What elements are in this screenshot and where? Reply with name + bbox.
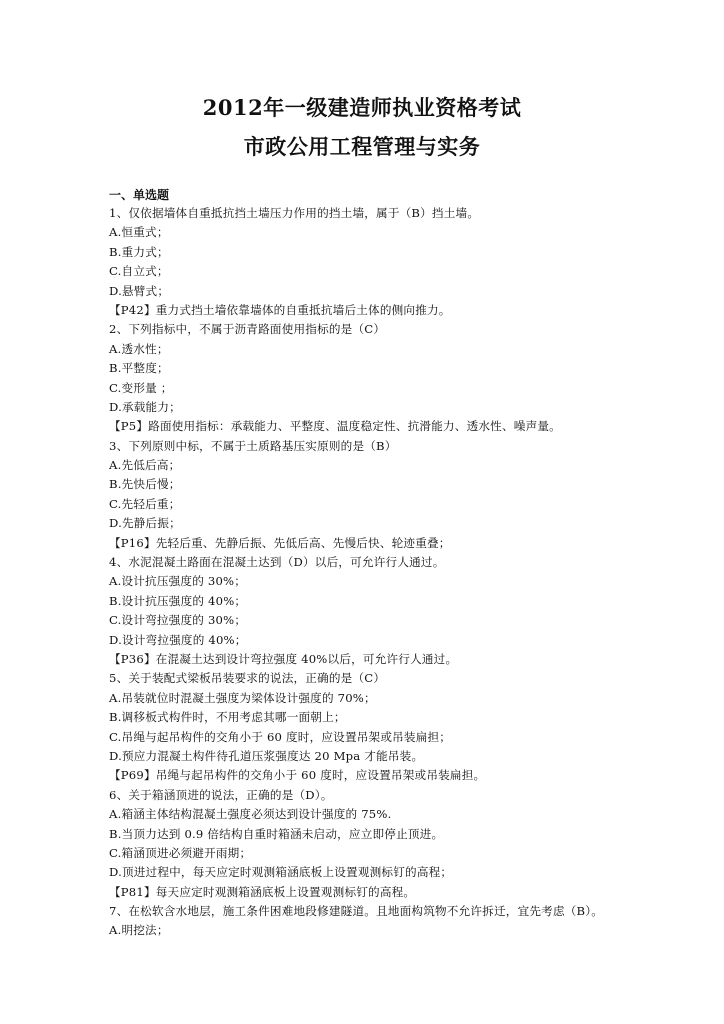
text-line: C.设计弯拉强度的 30%； (109, 613, 247, 628)
text-line: 2、下列指标中，不属于沥青路面使用指标的是（C） (109, 322, 386, 337)
text-line: 6、关于箱涵顶进的说法，正确的是（D）。 (109, 787, 333, 802)
section-heading: 一、单选题 (109, 188, 170, 202)
text-line: 【P16】先轻后重、先静后振、先低后高、先慢后快、轮迹重叠； (109, 535, 451, 550)
text-line: D.设计弯拉强度的 40%； (109, 632, 247, 647)
document-title: 2012年一级建造师执业资格考试 (202, 95, 522, 120)
text-line: 3、下列原则中标，不属于土质路基压实原则的是（B） (109, 438, 397, 453)
text-line: A.透水性； (109, 341, 169, 356)
text-line: 【P69】吊绳与起吊构件的交角小于 60 度时，应设置吊架或吊装扁担。 (109, 768, 486, 783)
text-line: B.先快后慢； (109, 477, 181, 492)
text-line: D.悬臂式； (109, 283, 170, 298)
text-line: 7、在松软含水地层，施工条件困难地段修建隧道。且地面构筑物不允许拆迁，宜先考虑（B）。 (109, 904, 604, 919)
text-line: 5、关于装配式梁板吊装要求的说法，正确的是（C） (109, 671, 386, 686)
text-line: C.吊绳与起吊构件的交角小于 60 度时，应设置吊架或吊装扁担； (109, 729, 452, 744)
text-line: A.先低后高； (109, 458, 181, 473)
text-line: A.明挖法； (109, 923, 169, 938)
text-line: B.当顶力达到 0.9 倍结构自重时箱涵未启动，应立即停止顶进。 (109, 826, 444, 841)
text-line: 1、仅依据墙体自重抵抗挡土墙压力作用的挡土墙，属于（B）挡土墙。 (109, 206, 480, 220)
text-line: B.调移板式构件时，不用考虑其哪一面朝上； (109, 710, 346, 725)
text-line: D.先静后振； (109, 516, 181, 531)
text-line: A.吊装就位时混凝土强度为梁体设计强度的 70%； (109, 690, 376, 705)
text-line: D.顶进过程中，每天应定时观测箱涵底板上设置观测标钉的高程； (109, 865, 453, 880)
text-line: D.预应力混凝土构件待孔道压浆强度达 20 Mpa 才能吊装。 (109, 748, 424, 763)
text-line: A.恒重式； (109, 225, 169, 240)
text-line: C.先轻后重； (109, 496, 181, 511)
text-line: D.承载能力； (109, 399, 181, 414)
text-line: 【P42】重力式挡土墙依靠墙体的自重抵抗墙后土体的侧向推力。 (109, 302, 451, 317)
text-line: 【P81】每天应定时观测箱涵底板上设置观测标钉的高程。 (109, 884, 416, 899)
text-line: 【P36】在混凝土达到设计弯拉强度 40%以后，可允许行人通过。 (109, 651, 458, 666)
text-line: C.自立式； (109, 264, 169, 279)
text-line: B.设计抗压强度的 40%； (109, 593, 247, 608)
text-line: 4、水泥混凝土路面在混凝土达到（D）以后，可允许行人通过。 (109, 555, 445, 570)
document-subtitle: 市政公用工程管理与实务 (243, 134, 481, 159)
text-line: C.变形量 ； (109, 380, 173, 395)
text-line: A.箱涵主体结构混凝土强度必须达到设计强度的 75%. (109, 807, 392, 822)
text-line: B.重力式； (109, 244, 169, 259)
text-line: B.平整度； (109, 361, 169, 376)
text-line: 【P5】路面使用指标：承载能力、平整度、温度稳定性、抗滑能力、透水性、噪声量。 (109, 419, 561, 434)
question-list (109, 204, 669, 941)
text-line: A.设计抗压强度的 30%； (109, 574, 247, 589)
text-line: C.箱涵顶进必须避开雨期； (109, 845, 252, 860)
